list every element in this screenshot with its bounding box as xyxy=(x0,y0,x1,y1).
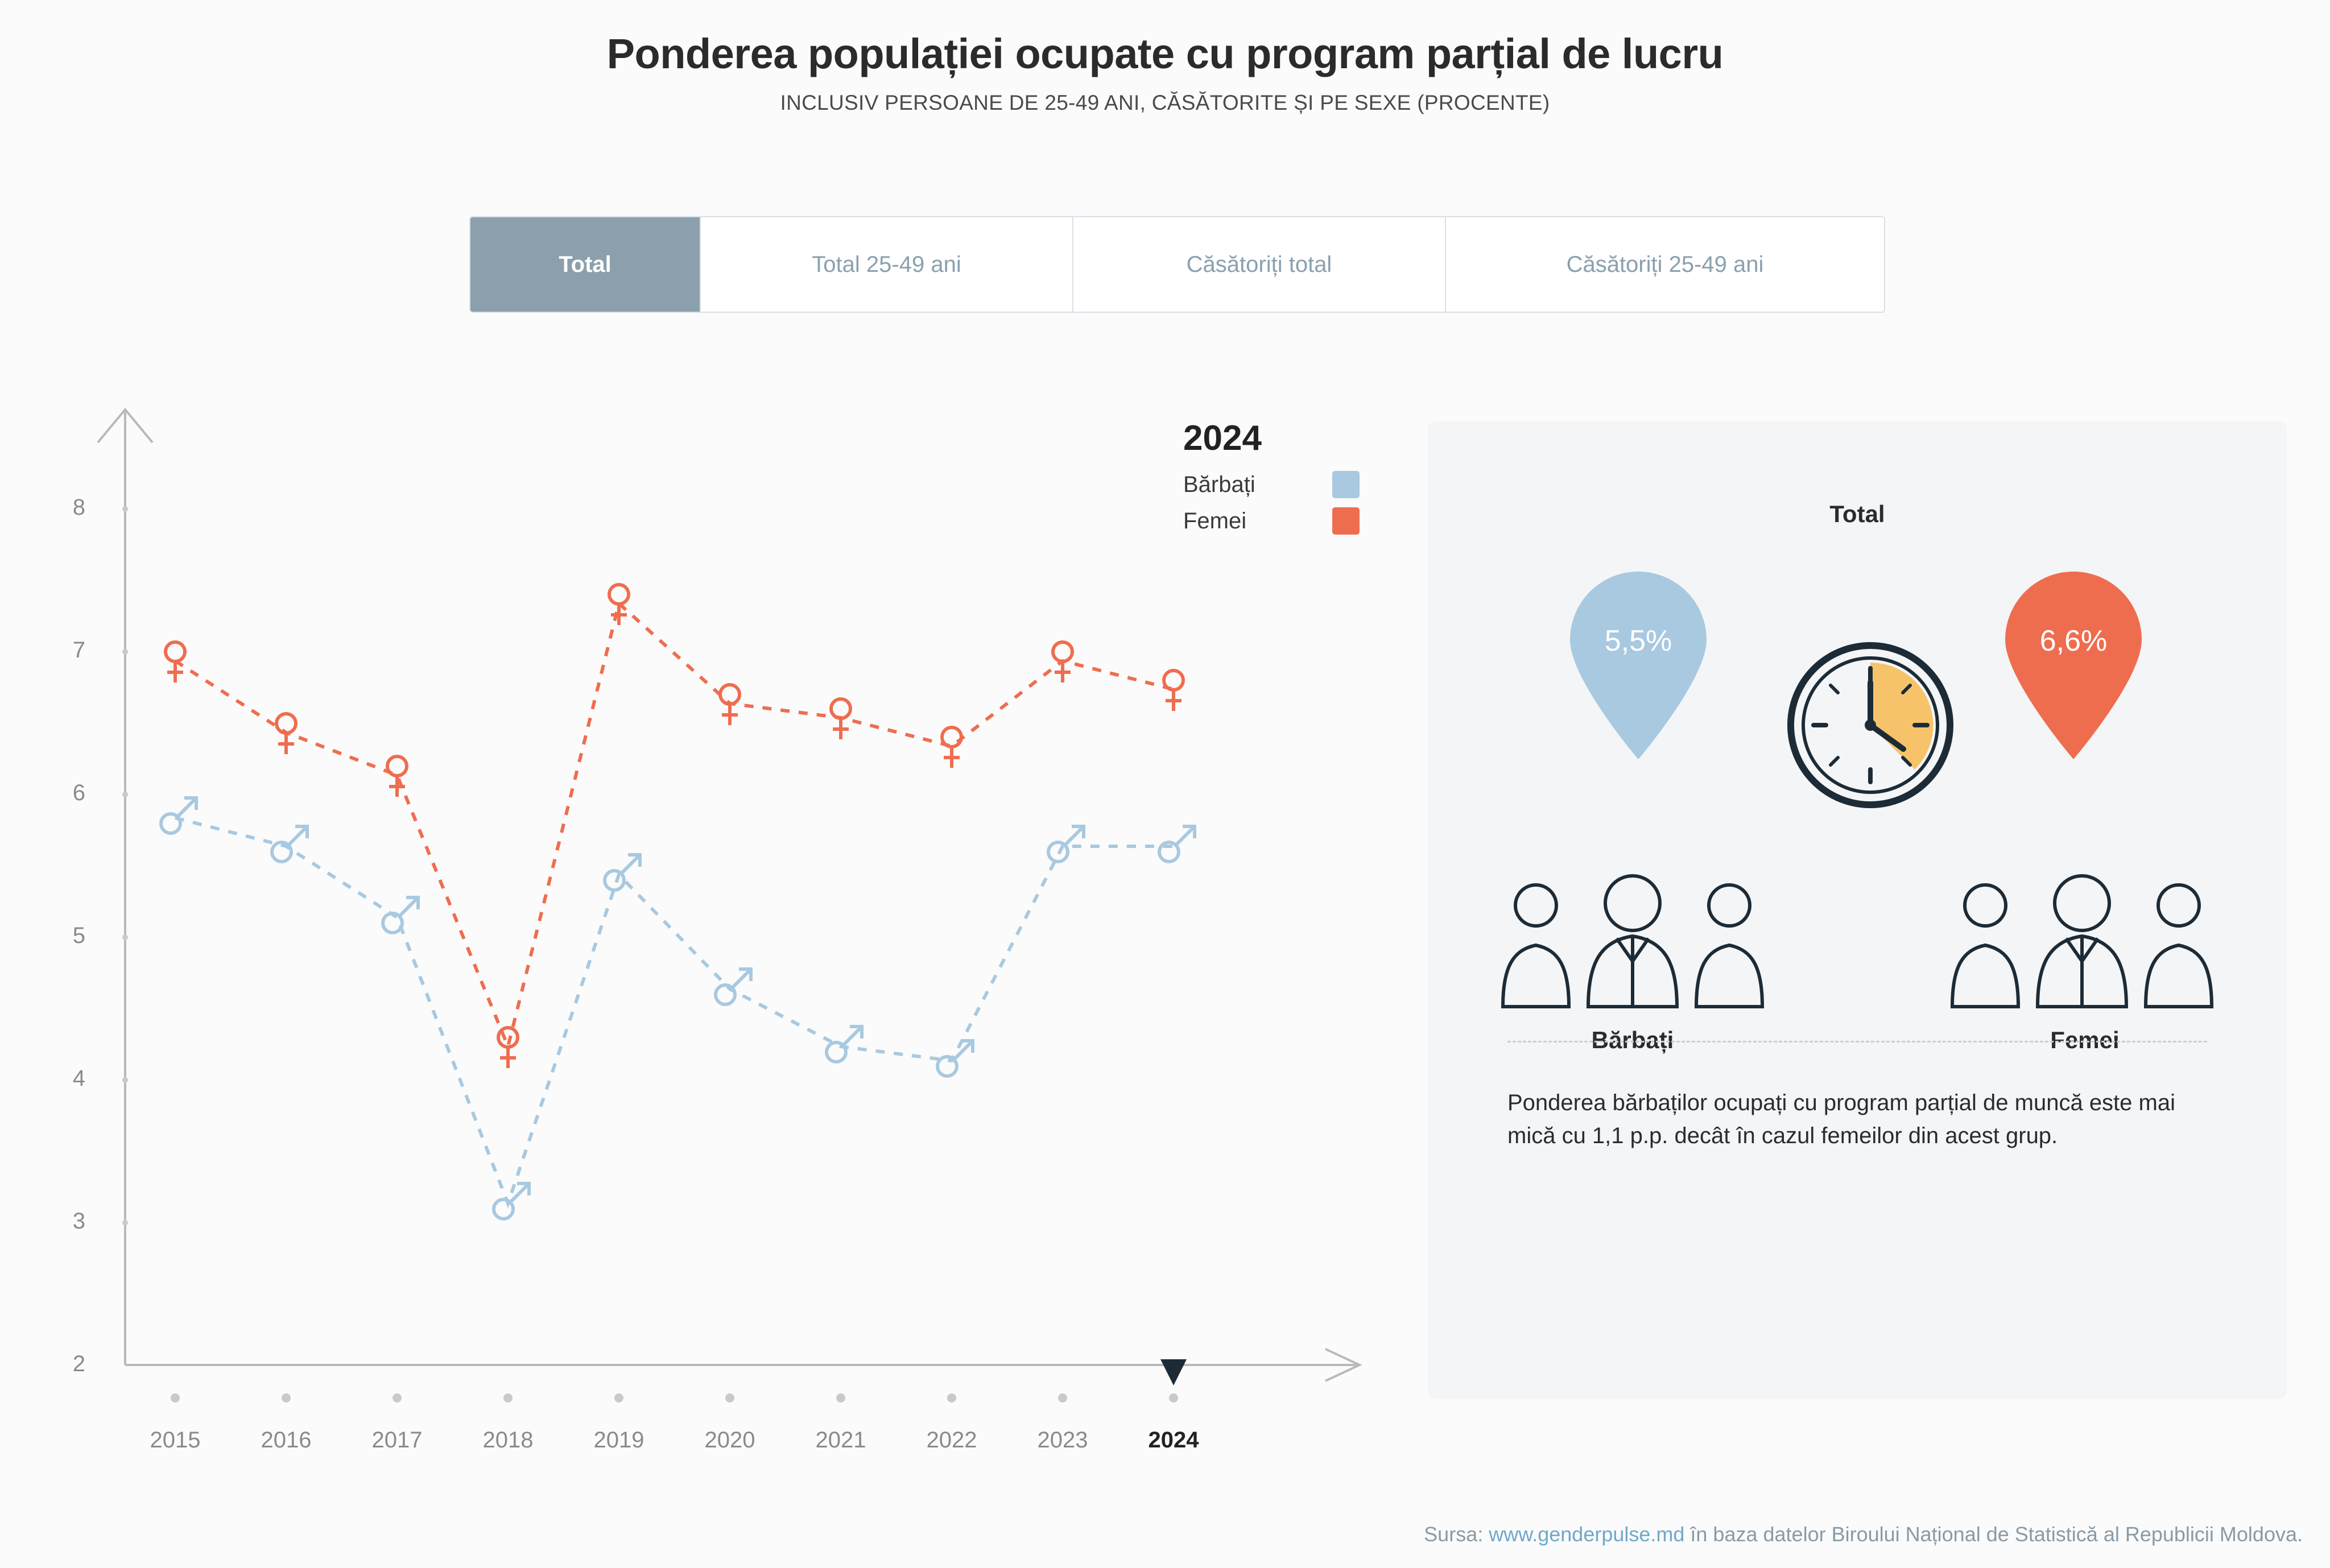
series-line-barbati xyxy=(175,818,1174,1203)
markers-barbati xyxy=(161,798,1195,1219)
caption-femei: Femei xyxy=(2050,1027,2120,1053)
tab-casatoriti-total[interactable]: Căsătoriți total xyxy=(1073,217,1446,312)
x-tick-2024: 2024 xyxy=(1148,1428,1199,1453)
legend-year: 2024 xyxy=(1183,419,1262,458)
y-tick-6: 6 xyxy=(72,780,85,805)
pin-shape-femei xyxy=(1991,572,2156,759)
y-tick-7: 7 xyxy=(72,638,85,663)
x-tick-2021: 2021 xyxy=(815,1428,866,1453)
panel-title: Total xyxy=(1829,500,1885,527)
x-tick-2016: 2016 xyxy=(261,1428,312,1453)
tab-casatoriti-25-49[interactable]: Căsătoriți 25-49 ani xyxy=(1446,217,1884,312)
people-icon-barbati xyxy=(1490,870,1775,1012)
pin-femei xyxy=(1991,572,2156,742)
source-prefix: Sursa: xyxy=(1424,1523,1489,1546)
tab-total[interactable]: Total xyxy=(470,217,701,312)
x-tick-2022: 2022 xyxy=(926,1428,977,1453)
people-icon-femei xyxy=(1940,870,2224,1012)
chart-plot xyxy=(34,398,1399,1479)
x-tick-2015: 2015 xyxy=(150,1428,201,1453)
panel-note: Ponderea bărbaților ocupați cu program parțial de muncă este mai mică cu 1,1 p.p. decât în cazul femeilor din acest grup. xyxy=(1507,1090,2175,1148)
legend-swatch-barbati xyxy=(1332,471,1360,498)
legend-item-barbati[interactable] xyxy=(1183,471,1360,498)
page-title: Ponderea populației ocupate cu program parțial de lucru xyxy=(606,30,1724,77)
panel-divider xyxy=(1507,1041,2207,1042)
clock-icon xyxy=(1774,628,1967,822)
x-tick-2023: 2023 xyxy=(1037,1428,1088,1453)
chart-legend xyxy=(1183,418,1422,544)
y-tick-3: 3 xyxy=(72,1209,85,1234)
y-tick-4: 4 xyxy=(72,1066,85,1091)
y-tick-8: 8 xyxy=(72,495,85,520)
current-year-marker xyxy=(1160,1359,1187,1385)
summary-panel xyxy=(1428,421,2287,1399)
series-line-femei xyxy=(175,603,1174,1046)
markers-femei xyxy=(166,585,1183,1068)
caption-barbati: Bărbați xyxy=(1591,1027,1674,1053)
tab-total-25-49[interactable]: Total 25-49 ani xyxy=(701,217,1073,312)
y-tick-5: 5 xyxy=(72,923,85,948)
pin-value-femei: 6,6% xyxy=(2039,624,2108,657)
page-subtitle: INCLUSIV PERSOANE DE 25-49 ANI, CĂSĂTORITE ȘI PE SEXE (PROCENTE) xyxy=(780,91,1550,114)
tab-bar xyxy=(469,216,1885,313)
legend-label-barbati: Bărbați xyxy=(1183,471,1255,497)
source-line xyxy=(1424,1523,2303,1546)
y-tick-2: 2 xyxy=(72,1351,85,1376)
pin-barbati xyxy=(1556,572,1721,742)
legend-swatch-femei xyxy=(1332,507,1360,535)
x-tick-2019: 2019 xyxy=(593,1428,645,1453)
pin-value-barbati: 5,5% xyxy=(1604,624,1672,657)
pin-shape-barbati xyxy=(1556,572,1721,759)
source-suffix: în baza datelor Biroului Național de Statistică al Republicii Moldova. xyxy=(1684,1523,2303,1546)
x-tick-2018: 2018 xyxy=(482,1428,534,1453)
x-tick-2017: 2017 xyxy=(371,1428,423,1453)
line-chart xyxy=(34,398,1399,1479)
source-link[interactable]: www.genderpulse.md xyxy=(1489,1523,1685,1546)
x-tick-2020: 2020 xyxy=(704,1428,755,1453)
legend-label-femei: Femei xyxy=(1183,508,1247,533)
legend-item-femei[interactable] xyxy=(1183,507,1360,535)
